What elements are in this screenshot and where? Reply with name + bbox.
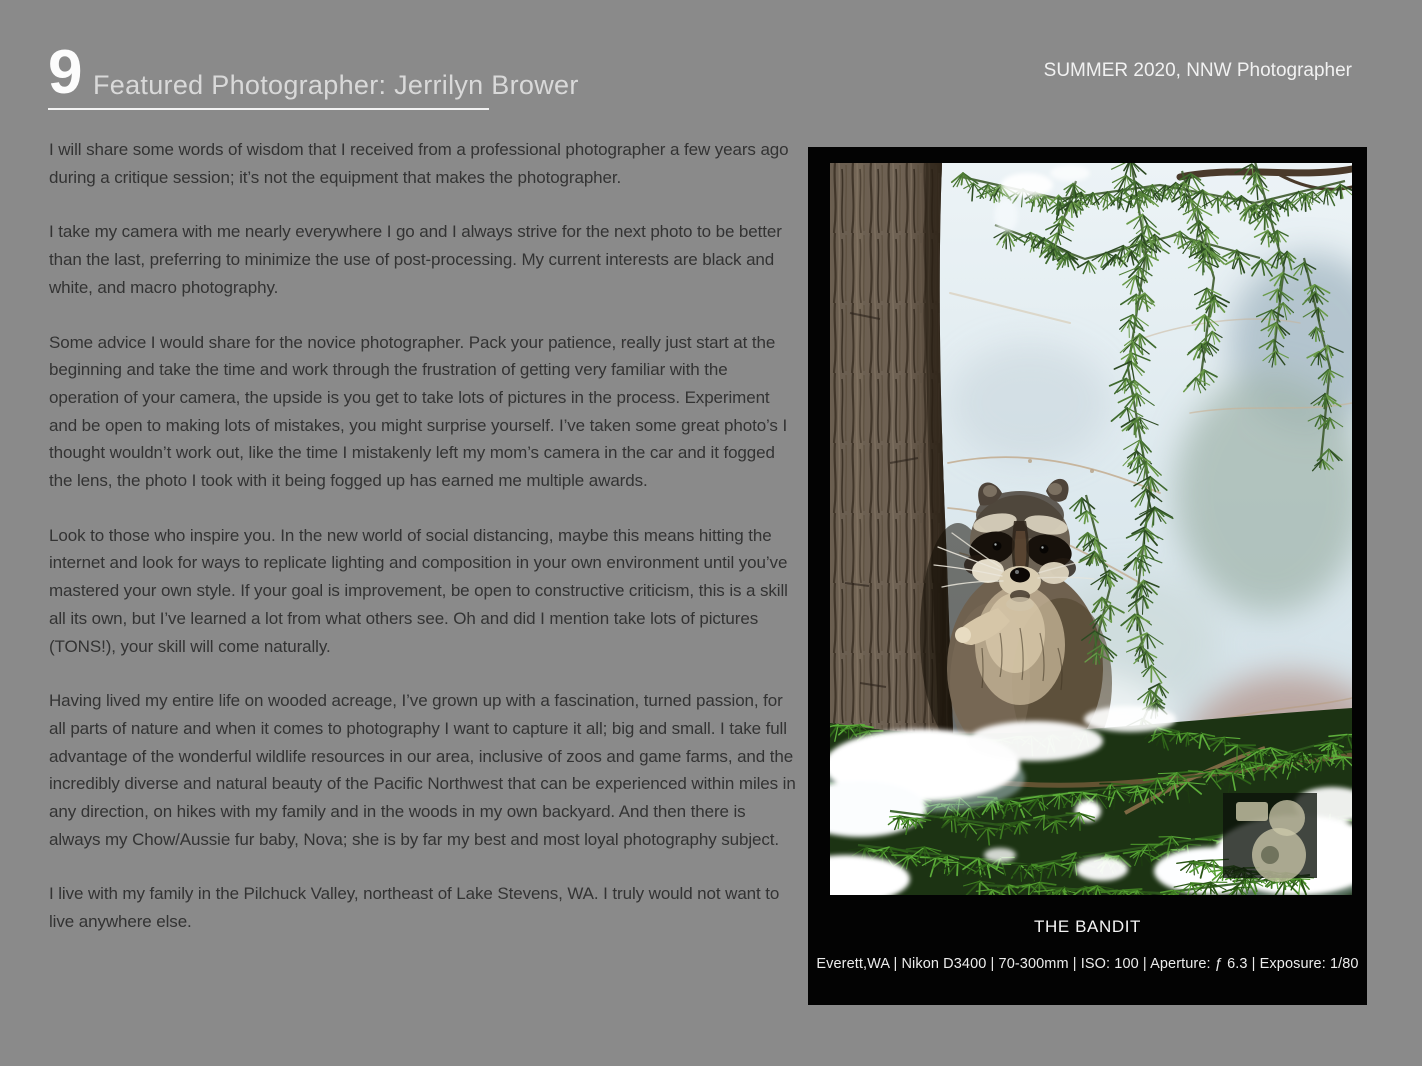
featured-photo	[830, 163, 1352, 895]
article-paragraph: I will share some words of wisdom that I received from a professional photographer a few years ago during a critique session; it’s not the equipment that makes the photographer.	[49, 140, 789, 187]
page-number: 9	[48, 38, 83, 107]
article-paragraph: Having lived my entire life on wooded acreage, I’ve grown up with a fascination, turned passion, for all parts of nature and when it comes to photography I want to capture it all; big and small. I take full advantage of the wonderful wildlife resources in our area, inclusive of zoos and game farms, and the incredibly diverse and natural beauty of the Pacific Northwest that can be experienced within miles in any direction, on hikes with my family and in the woods in my own backyard. And then there is always my Chow/Aussie fur baby, Nova; she is by far my best and most loyal photography subject.	[49, 691, 796, 849]
article-paragraph: I take my camera with me nearly everywhere I go and I always strive for the next photo to be better than the last, preferring to minimize the use of post-processing. My current interests are black and white, and macro photography.	[49, 222, 782, 297]
header-rule	[48, 108, 489, 110]
article-paragraph: I live with my family in the Pilchuck Valley, northeast of Lake Stevens, WA. I truly would not want to live anywhere else.	[49, 884, 780, 932]
article-body	[49, 136, 801, 963]
photo-panel	[808, 147, 1367, 1005]
photo-caption-details: Everett,WA | Nikon D3400 | 70-300mm | ISO: 100 | Aperture: ƒ 6.3 | Exposure: 1/80	[816, 956, 1359, 972]
article-paragraph: Some advice I would share for the novice photographer. Pack your patience, really just start at the beginning and take the time and work through the frustration of getting very familiar with the operation of your camera, the upside is you get to take lots of pictures in the process. Experiment and be open to making lots of mistakes, you might surprise yourself. I’ve taken some great photo’s I thought wouldn’t work out, like the time I mistakenly left my mom’s camera in the car and it fogged the lens, the photo I took with it being fogged up has earned me multiple awards.	[49, 332, 788, 491]
issue-label: SUMMER 2020, NNW Photographer	[1043, 60, 1352, 81]
photo-caption-title: THE BANDIT	[1033, 917, 1142, 936]
watermark-logo	[1223, 793, 1317, 882]
page-title: Featured Photographer: Jerrilyn Brower	[93, 70, 579, 100]
article-paragraph: Look to those who inspire you. In the new world of social distancing, maybe this means hitting the internet and look for ways to replicate lighting and composition in your own environment until you’ve mastered your own style. If your goal is improvement, be open to constructive criticism, this is a skill all its own, but I’ve learned a lot from what others see. Oh and did I mention take lots of pictures (TONS!), your skill will come naturally.	[49, 525, 788, 656]
